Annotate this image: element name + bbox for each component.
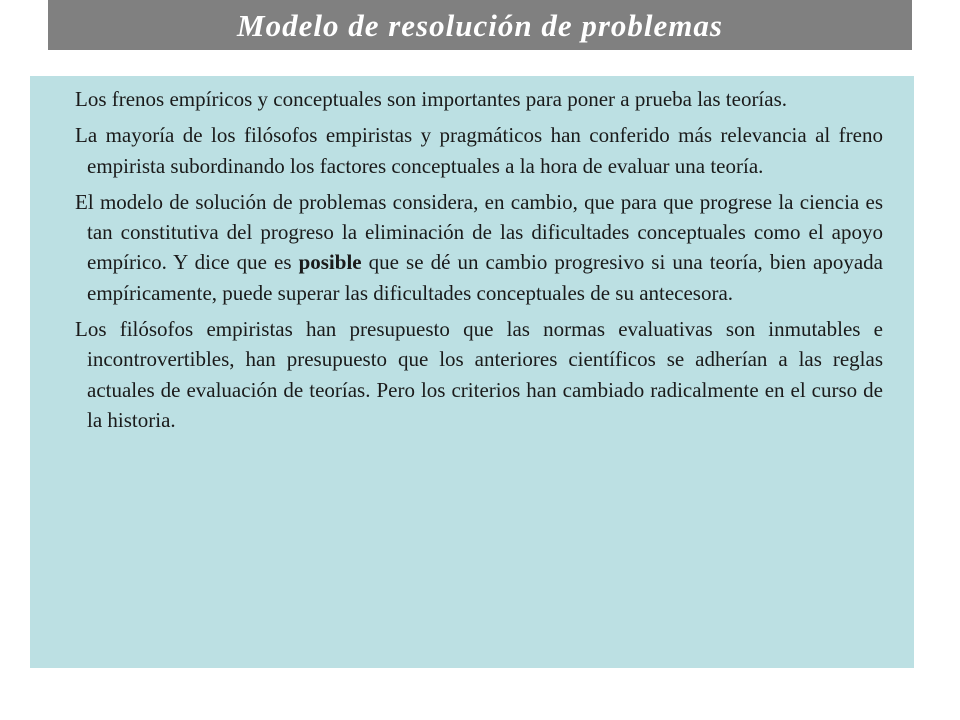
paragraph-evaluative-norms: Los filósofos empiristas han presupuesto que las normas evaluativas son inmutables e incontrovertibles, han presupuesto que los anteriores científicos se adherían a las reglas actuales de evaluación de teorías. Pero los criterios han cambiado radicalmente en el curso de la historia.: [75, 317, 883, 432]
slide-title: Modelo de resolución de problemas: [237, 7, 723, 43]
paragraph-empirical-checks: Los frenos empíricos y conceptuales son importantes para poner a prueba las teorías.: [75, 87, 788, 111]
paragraph-text-end: que se dé un cambio progresivo si una teoría, bien apoyada empíricamente, puede superar las dificultades conceptuales de su antecesora.: [87, 250, 883, 305]
paragraph-problem-solving-model: [75, 187, 883, 308]
title-bar: [48, 0, 912, 50]
paragraph-text-start: El modelo de solución de problemas considera, en cambio, que para que progrese la ciencia es tan constitutiva del progreso la eliminación de las dificultades conceptuales como el apoyo empírico. Y dice que es: [75, 189, 883, 275]
content-box: [30, 76, 914, 668]
emphasis-posible: posible: [298, 250, 362, 275]
paragraph-empiricist-philosophers: La mayoría de los filósofos empiristas y pragmáticos han conferido más relevancia al freno empirista subordinando los factores conceptuales a la hora de evaluar una teoría.: [75, 123, 883, 178]
